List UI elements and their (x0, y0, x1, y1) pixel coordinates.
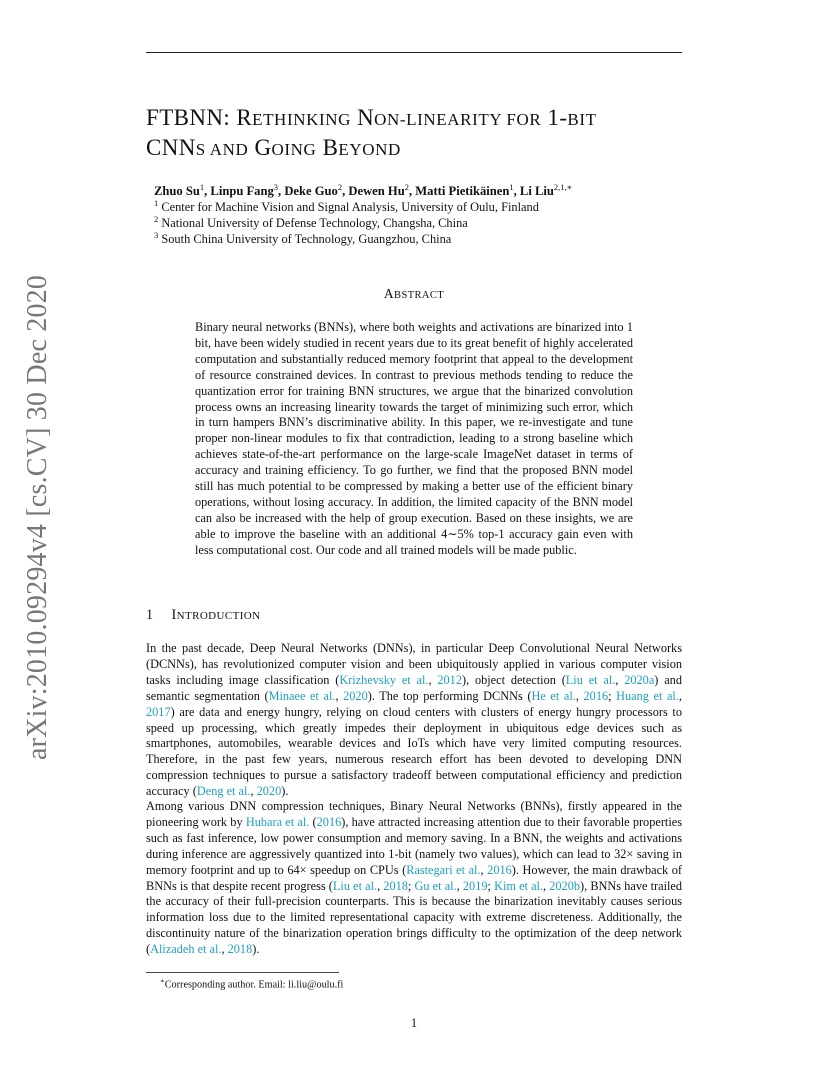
author-name: Zhuo Su (154, 184, 200, 198)
author-name: Li Liu (519, 184, 554, 198)
citation-link[interactable]: Liu et al. (565, 672, 616, 687)
citation-link[interactable]: 2018 (383, 878, 408, 893)
citation-link[interactable]: Kim et al. (494, 878, 544, 893)
paragraph-text: ; (608, 688, 617, 703)
citation-link[interactable]: Gu et al. (414, 878, 457, 893)
title-part: 1- (541, 105, 568, 130)
paragraph-text: ), have attracted increasing attention due to their favorable properties such as fast inference, low power consumption and memory saving. In a BNN, the weights and activations during inference are aggressively quantized into 1-bit (namely two values), which can lead to 32× saving in memory footprint and up to 64× speedup on CPUs ( (146, 814, 682, 877)
citation-link[interactable]: 2017 (146, 704, 171, 719)
paragraph-text: , (678, 688, 682, 703)
affiliation-text: National University of Defense Technology, Changsha, China (158, 216, 468, 230)
affiliation-text: South China University of Technology, Guangzhou, China (158, 232, 452, 246)
author-affiliation-mark: 3 (273, 181, 279, 192)
affiliation-mark: 1 (154, 197, 159, 208)
paragraph-text: ). However, the main drawback of BNNs is that despite recent progress ( (146, 862, 682, 893)
paragraph-text: , (456, 878, 463, 893)
paragraph-text: ), object detection ( (461, 672, 566, 687)
author-block (154, 183, 674, 247)
paragraph-text: , (335, 688, 344, 703)
author-affiliation-mark: 2,1,∗ (553, 181, 573, 192)
section-heading-introduction (146, 607, 260, 624)
paragraph-text: In the past decade, Deep Neural Networks (DNNs), in particular Deep Convolutional Neural Networks (DCNNs), has revolutionized computer vision and been ubiquitously applied in various computer vision tasks including image classification ( (146, 641, 682, 687)
paragraph-text: ). (281, 784, 289, 799)
title-part: FTBNN: R (146, 105, 253, 130)
paper-title (146, 104, 686, 164)
title-part: B (316, 135, 339, 160)
affiliation-mark: 3 (154, 229, 159, 240)
section-heading-initial: I (171, 607, 177, 623)
abstract-heading (0, 286, 828, 302)
author-name: Matti Pietikäinen (415, 184, 510, 198)
citation-link[interactable]: Rastegari et al. (406, 862, 481, 877)
footnote-rule (146, 972, 339, 973)
paragraph-text: ) and semantic segmentation ( (146, 672, 682, 703)
citation-link[interactable]: Minaee et al. (268, 688, 336, 703)
paragraph-text: , (543, 878, 550, 893)
paragraph-text: ), BNNs have trailed the accuracy of their full-precision counterparts. This is because the binarization inevitably causes serious information loss due to the limited representational capacity with extreme discreteness. Additionally, the discontinuity nature of the binarization operation brings difficulty to the optimization of the deep network ( (146, 878, 683, 957)
paragraph-text: , (428, 672, 438, 687)
paragraph-text: , (615, 672, 625, 687)
title-part: G (248, 135, 272, 160)
title-part: ON-LINEARITY FOR (374, 110, 542, 129)
citation-link[interactable]: Hubara et al. (245, 814, 310, 829)
title-part: N (350, 105, 375, 130)
citation-link[interactable]: 2020a (624, 672, 655, 687)
title-part: ETHINKING (252, 110, 351, 129)
citation-link[interactable]: 2016 (487, 862, 512, 877)
author-separator: , (513, 184, 520, 198)
paragraph-text: , (250, 784, 257, 799)
author-name: Dewen Hu (348, 184, 405, 198)
author-separator: , (204, 184, 211, 198)
paragraph-text: ). (252, 942, 260, 957)
citation-link[interactable]: 2020 (343, 688, 368, 703)
citation-link[interactable]: Krizhevsky et al. (339, 672, 429, 687)
title-part: BIT (567, 110, 597, 129)
author-affiliation-mark: 2 (404, 181, 409, 192)
abstract-heading-initial: A (383, 286, 395, 301)
footnote (160, 977, 343, 990)
author-name: Deke Guo (284, 184, 338, 198)
author-name: Linpu Fang (210, 184, 274, 198)
top-rule (146, 52, 682, 53)
citation-link[interactable]: 2016 (316, 814, 342, 829)
intro-paragraph-1 (146, 641, 682, 800)
citation-link[interactable]: 2020 (256, 784, 282, 799)
paragraph-text: , (480, 862, 488, 877)
abstract-text: Binary neural networks (BNNs), where both weights and activations are binarized into 1 bit, have been widely studied in recent years due to its great benefit of highly accelerated computation and substantially reduced memory footprint that appeal to the development of resource constrained devices. In contrast to previous methods tending to reduce the quantization error for training BNN structures, we argue that the binarized convolution process owns an increasing linearity towards the target of minimizing such error, which in turn hampers BNN’s discriminative ability. In this paper, we re-investigate and tune proper non-linear modules to fix that contradiction, leading to a strong baseline which achieves state-of-the-art performance on the large-scale ImageNet dataset in terms of accuracy and training efficiency. To go further, we find that the proposed BNN model still has much potential to be compressed by making a better use of the efficient binary operations, without losing accuracy. In addition, the limited capacity of the BNN model can also be increased with the help of group execution. Based on these insights, we are able to improve the baseline with an additional 4∼5% top-1 accuracy gain even with less computational cost. Our code and all trained models will be made public. (195, 320, 633, 557)
affiliation-mark: 2 (154, 213, 159, 224)
paragraph-text: ( (309, 814, 317, 829)
title-part: EYOND (338, 140, 401, 159)
affiliation (154, 215, 674, 231)
citation-link[interactable]: Alizadeh et al. (150, 942, 222, 957)
intro-paragraph-2 (146, 799, 682, 958)
citation-link[interactable]: Liu et al. (332, 878, 378, 893)
paragraph-text: , (575, 688, 584, 703)
affiliation (154, 199, 674, 215)
affiliation (154, 231, 674, 247)
citation-link[interactable]: 2020b (549, 878, 581, 893)
paragraph-text: , (377, 878, 384, 893)
paragraph-text: ; (407, 878, 415, 893)
paragraph-text: ; (487, 878, 495, 893)
author-affiliation-mark: 1 (199, 181, 205, 192)
paragraph-text: Among various DNN compression techniques, Binary Neural Networks (BNNs), firstly appeared in the pioneering work by (146, 799, 682, 829)
paragraph-text: ). The top performing DCNNs ( (367, 688, 532, 703)
arxiv-identifier-stamp: arXiv:2010.09294v4 [cs.CV] 30 Dec 2020 (22, 274, 53, 760)
author-separator: , (278, 184, 285, 198)
abstract-heading-rest: BSTRACT (394, 290, 445, 301)
paragraph-text: , (221, 942, 228, 957)
citation-link[interactable]: 2016 (583, 688, 609, 703)
page-number: 1 (410, 1016, 418, 1030)
title-part: OING (271, 140, 317, 159)
citation-link[interactable]: Huang et al. (616, 688, 679, 703)
citation-link[interactable]: 2019 (462, 878, 488, 893)
author-separator: , (342, 184, 349, 198)
title-part: S AND (195, 140, 249, 159)
title-part: CNN (146, 135, 196, 160)
section-number: 1 (146, 607, 154, 623)
citation-link[interactable]: He et al. (531, 688, 576, 703)
affiliation-text: Center for Machine Vision and Signal Analysis, University of Oulu, Finland (158, 200, 539, 214)
citation-link[interactable]: 2012 (437, 672, 462, 687)
footnote-text: Corresponding author. Email: li.liu@oulu.fi (164, 979, 344, 991)
citation-link[interactable]: 2018 (227, 942, 253, 957)
paragraph-text: ) are data and energy hungry, relying on cloud centers with clusters of energy hungry processors to speed up processing, which greatly impedes their deployment in ubiquitous edge devices such as smartphones, automobiles, wearable devices and IoTs which have very limited computing resources. Therefore, in the past few years, numerous research effort has been devoted to developing DNN compression techniques to pursue a satisfactory tradeoff between computational efficiency and prediction accuracy ( (146, 704, 682, 799)
author-list (154, 183, 674, 199)
author-affiliation-mark: 2 (337, 181, 343, 192)
author-separator: , (408, 184, 416, 198)
citation-link[interactable]: Deng et al. (196, 784, 251, 799)
author-affiliation-mark: 1 (509, 181, 514, 192)
section-heading-rest: NTRODUCTION (176, 610, 261, 622)
footnote-mark: ∗ (160, 977, 165, 985)
